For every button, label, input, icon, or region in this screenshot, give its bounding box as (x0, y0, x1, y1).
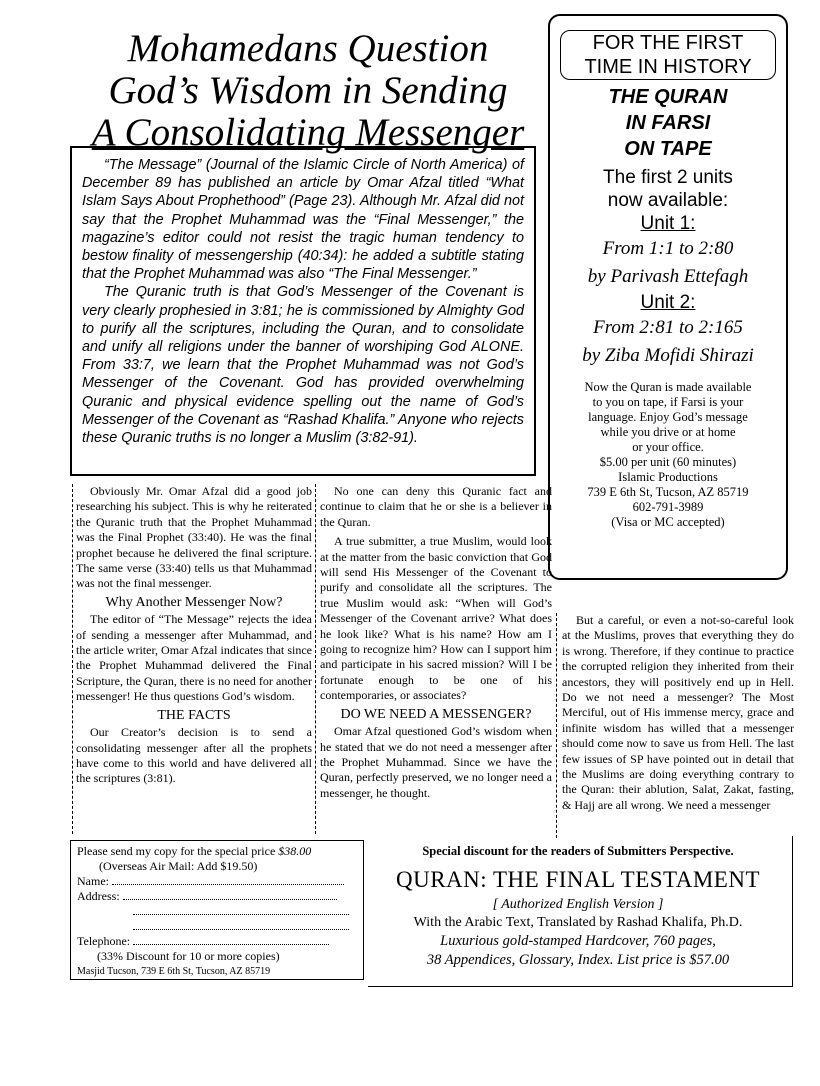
ad-desc-line-3: language. Enjoy God’s message (588, 410, 748, 424)
lead-box (70, 146, 536, 476)
form-masjid: Masjid Tucson, 739 E 6th St, Tucson, AZ 85719 (77, 966, 271, 977)
form-address-field-3[interactable] (133, 919, 349, 930)
headline-line-3: A Consolidating Messenger (91, 111, 525, 154)
ad-banner (560, 30, 776, 80)
form-price-line (77, 844, 357, 859)
form-name-field[interactable] (112, 874, 344, 885)
offer-subtitle: [ Authorized English Version ] (492, 897, 664, 912)
form-name-label: Name: (77, 874, 109, 888)
offer-line-3: With the Arabic Text, Translated by Rashad Khalifa, Ph.D. (413, 915, 743, 930)
offer-line-1: Special discount for the readers of Submitters Perspective. (422, 844, 734, 858)
lead-paragraph-2: The Quranic truth is that God’s Messenger of the Covenant is very clearly prophesied in 3:81; he is commissioned by Almighty God to purify all the scriptures, including the Quran, and to consolidate and unify all religions under the banner of worshiping God ALONE. From 33:7, we learn that the Prophet Muhammad was not God’s Messenger of the Covenant. God has provided overwhelming Quranic and physical evidence spelling out the name of God’s Messenger of the Covenant as “Rashad Khalifa.” Anyone who rejects these Quranic truths is no longer a Muslim (3:82-91). (82, 284, 524, 447)
ad-title-line-3: ON TAPE (624, 138, 712, 160)
form-line-1: Please send my copy for the special price (77, 844, 276, 858)
ad-org: Islamic Productions (618, 470, 718, 484)
form-address-row (77, 889, 357, 904)
ad-banner-line-1: FOR THE FIRST (592, 32, 744, 54)
ad-address: 739 E 6th St, Tucson, AZ 85719 (587, 485, 749, 499)
col1-subheading-1: Why Another Messenger Now? (105, 594, 283, 610)
headline-line-2: God’s Wisdom in Sending (108, 69, 508, 112)
form-name-row (77, 874, 357, 889)
ad-unit-1-reader: by Parivash Ettefagh (587, 266, 749, 287)
col2-paragraph-3: Omar Afzal questioned God’s wisdom when he stated that we do not need a messenger after the Prophet Muhammad. Since we have the Quran, perfectly preserved, we no longer need a messenger, he thought. (320, 724, 552, 800)
ad-title-line-2: IN FARSI (625, 112, 711, 134)
offer-line-5: 38 Appendices, Glossary, Index. List price is $57.00 (426, 952, 730, 968)
lead-paragraph-1: “The Message” (Journal of the Islamic Circle of North America) of December 89 has published an article by Omar Afzal titled “What Islam Says About Prophethood” (Page 23). Although Mr. Afzal did not say that the Prophet Muhammad was the “Final Messenger,” the magazine’s editor could not resist the tragic human tendency to bestow finality of messengership (40:34): he added a subtitle stating that the Prophet Muhammad was also “The Final Messenger.” (82, 157, 524, 283)
col1-paragraph-3: Our Creator’s decision is to send a consolidating messenger after all the prophets have come to this world and have delivered all the scriptures (3:81). (76, 725, 312, 786)
ad-title (550, 84, 786, 162)
ad-title-line-1: THE QURAN (608, 86, 728, 108)
ad-unit-1: Unit 1: (640, 213, 696, 234)
form-phone-field[interactable] (133, 934, 329, 945)
ad-unit-2: Unit 2: (640, 292, 696, 313)
farsi-tape-ad (548, 14, 788, 580)
ad-unit-2-range: From 2:81 to 2:165 (593, 317, 743, 338)
ad-unit-1-range: From 1:1 to 2:80 (602, 238, 734, 259)
ad-cards: (Visa or MC accepted) (611, 515, 725, 529)
form-overseas: (Overseas Air Mail: Add $19.50) (99, 859, 258, 873)
form-address-row-3 (77, 919, 357, 934)
form-phone-label: Telephone: (77, 934, 131, 948)
column-divider (315, 484, 316, 834)
col1-subheading-2: THE FACTS (157, 707, 231, 723)
ad-desc-line-5: or your office. (632, 440, 704, 454)
ad-desc-line-2: to you on tape, if Farsi is your (592, 395, 744, 409)
ad-desc-line-4: while you drive or at home (600, 425, 736, 439)
form-address-label: Address: (77, 889, 120, 903)
ad-description (550, 380, 786, 530)
col1-paragraph-2: The editor of “The Message” rejects the idea of sending a messenger after Muhammad, and the article writer, Omar Afzal indicates that since the Prophet Muhammad delivered the Final Scripture, the Quran, there is no need for another messenger! He thus questions God’s wisdom. (76, 612, 312, 704)
offer-border (368, 836, 793, 987)
form-address-field[interactable] (123, 889, 337, 900)
form-address-field-2[interactable] (133, 904, 349, 915)
offer-title: QURAN: THE FINAL TESTAMENT (395, 867, 761, 892)
ad-phone: 602-791-3989 (632, 500, 704, 514)
ad-banner-line-2: TIME IN HISTORY (584, 56, 752, 78)
ad-line-2: now available: (607, 190, 729, 211)
col1-paragraph-1: Obviously Mr. Omar Afzal did a good job researching his subject. This is why he reiterated the Quranic truth that the Prophet Muhammad was the Final Prophet (33:40). He was the final prophet because he delivered the final scripture. The same verse (33:40) tells us that Muhammad was not the final messenger. (76, 484, 312, 591)
column-divider (556, 613, 557, 838)
column-divider (72, 484, 73, 834)
order-form (70, 840, 364, 980)
form-price: $38.00 (278, 844, 312, 858)
ad-line-1: The first 2 units (603, 167, 733, 188)
article-column-3 (562, 613, 794, 813)
article-column-2 (320, 484, 552, 801)
col2-subheading: DO WE NEED A MESSENGER? (340, 706, 532, 722)
col2-paragraph-2: A true submitter, a true Muslim, would look at the matter from the basic conviction that God will send His Messenger of the Covenant to purify and consolidate all the scriptures. The true Muslim would ask: “When will God’s Messenger of the Covenant arrive? What does he look like? What is his name? How am I going to recognize him? How can I support him and participate in his sacred mission? Will I be fortunate enough to be one of his contemporaries, or associates? (320, 534, 552, 703)
col3-paragraph-1: But a careful, or even a not-so-careful look at the Muslims, proves that everything they do is wrong. Therefore, if they continue to practice the corrupted religion they inherited from their ancestors, they will positively end up in Hell. Do we not need a messenger? The Most Merciful, out of His immense mercy, grace and infinite wisdom has willed that a messenger should come now to save us from Hell. The last few issues of SP have pointed out in detail that the Muslims are doing everything contrary to the Quran: their ablution, Salat, Zakat, fasting, & Hajj are all wrong. We need a messenger (562, 613, 794, 812)
ad-price: $5.00 per unit (60 minutes) (599, 455, 737, 469)
offer-line-4: Luxurious gold-stamped Hardcover, 760 pages, (440, 933, 716, 949)
article-column-1 (76, 484, 312, 787)
headline-line-1: Mohamedans Question (127, 27, 489, 70)
col2-paragraph-1: No one can deny this Quranic fact and continue to claim that he or she is a believer in the Quran. (320, 484, 552, 529)
form-discount: (33% Discount for 10 or more copies) (97, 949, 280, 963)
ad-desc-line-1: Now the Quran is made available (584, 380, 752, 394)
ad-unit-2-reader: by Ziba Mofidi Shirazi (582, 345, 754, 366)
headline (72, 28, 544, 154)
form-phone-row (77, 934, 357, 949)
form-address-row-2 (77, 904, 357, 919)
